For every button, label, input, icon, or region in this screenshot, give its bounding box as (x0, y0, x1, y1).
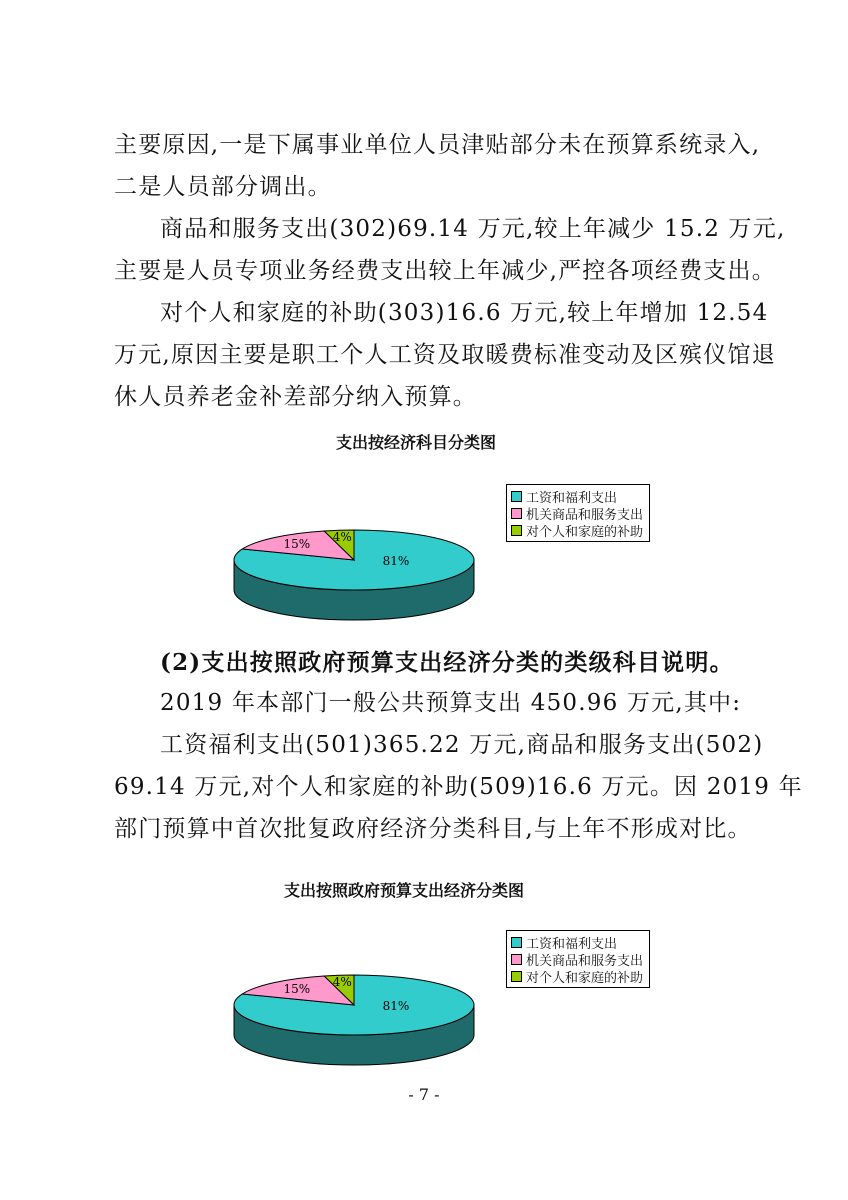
chart-1-title: 支出按经济科目分类图 (336, 433, 497, 452)
legend-label: 对个人和家庭的补助 (526, 971, 644, 986)
legend-label: 对个人和家庭的补助 (526, 525, 644, 540)
section-heading-2: (2)支出按照政府预算支出经济分类的类级科目说明。 (160, 649, 734, 676)
paragraph-3-line-1: 对个人和家庭的补助(303)16.6 万元,较上年增加 12.54 (160, 300, 769, 326)
pie-data-label-0: 81% (382, 554, 410, 568)
legend-item (511, 968, 643, 985)
paragraph-2-line-1: 商品和服务支出(302)69.14 万元,较上年减少 15.2 万元, (160, 216, 786, 242)
legend-item (511, 934, 643, 951)
pie-data-label-1: 15% (283, 536, 311, 551)
pie-data-label-0: 81% (382, 999, 410, 1013)
pie-data-label-2: 4% (332, 529, 352, 544)
page-number: - 7 - (408, 1085, 440, 1104)
legend-swatch (511, 971, 522, 982)
paragraph-1-line-1: 主要原因,一是下属事业单位人员津贴部分未在预算系统录入, (114, 132, 761, 158)
legend-item (511, 951, 643, 968)
paragraph-4: 2019 年本部门一般公共预算支出 450.96 万元,其中: (160, 690, 742, 716)
legend-label: 工资和福利支出 (526, 937, 618, 952)
paragraph-1-line-2: 二是人员部分调出。 (114, 174, 332, 200)
paragraph-5-line-1: 工资福利支出(501)365.22 万元,商品和服务支出(502) (160, 732, 764, 758)
legend-label: 机关商品和服务支出 (526, 954, 644, 969)
pie-data-label-1: 15% (283, 981, 311, 996)
paragraph-5-line-2: 69.14 万元,对个人和家庭的补助(509)16.6 万元。因 2019 年 (114, 774, 803, 800)
legend-label: 机关商品和服务支出 (526, 508, 644, 523)
chart-legend (506, 930, 650, 988)
pie-data-label-2: 4% (332, 974, 352, 989)
legend-swatch (511, 954, 522, 965)
paragraph-2-line-2: 主要是人员专项业务经费支出较上年减少,严控各项经费支出。 (114, 258, 776, 284)
paragraph-3-line-2: 万元,原因主要是职工个人工资及取暖费标准变动及区殡仪馆退 (114, 342, 776, 368)
legend-swatch (511, 937, 522, 948)
paragraph-3-line-3: 休人员养老金补差部分纳入预算。 (114, 384, 477, 410)
legend-label: 工资和福利支出 (526, 491, 618, 506)
paragraph-5-line-3: 部门预算中首次批复政府经济分类科目,与上年不形成对比。 (114, 816, 752, 842)
chart-2-title: 支出按照政府预算支出经济分类图 (284, 881, 525, 900)
